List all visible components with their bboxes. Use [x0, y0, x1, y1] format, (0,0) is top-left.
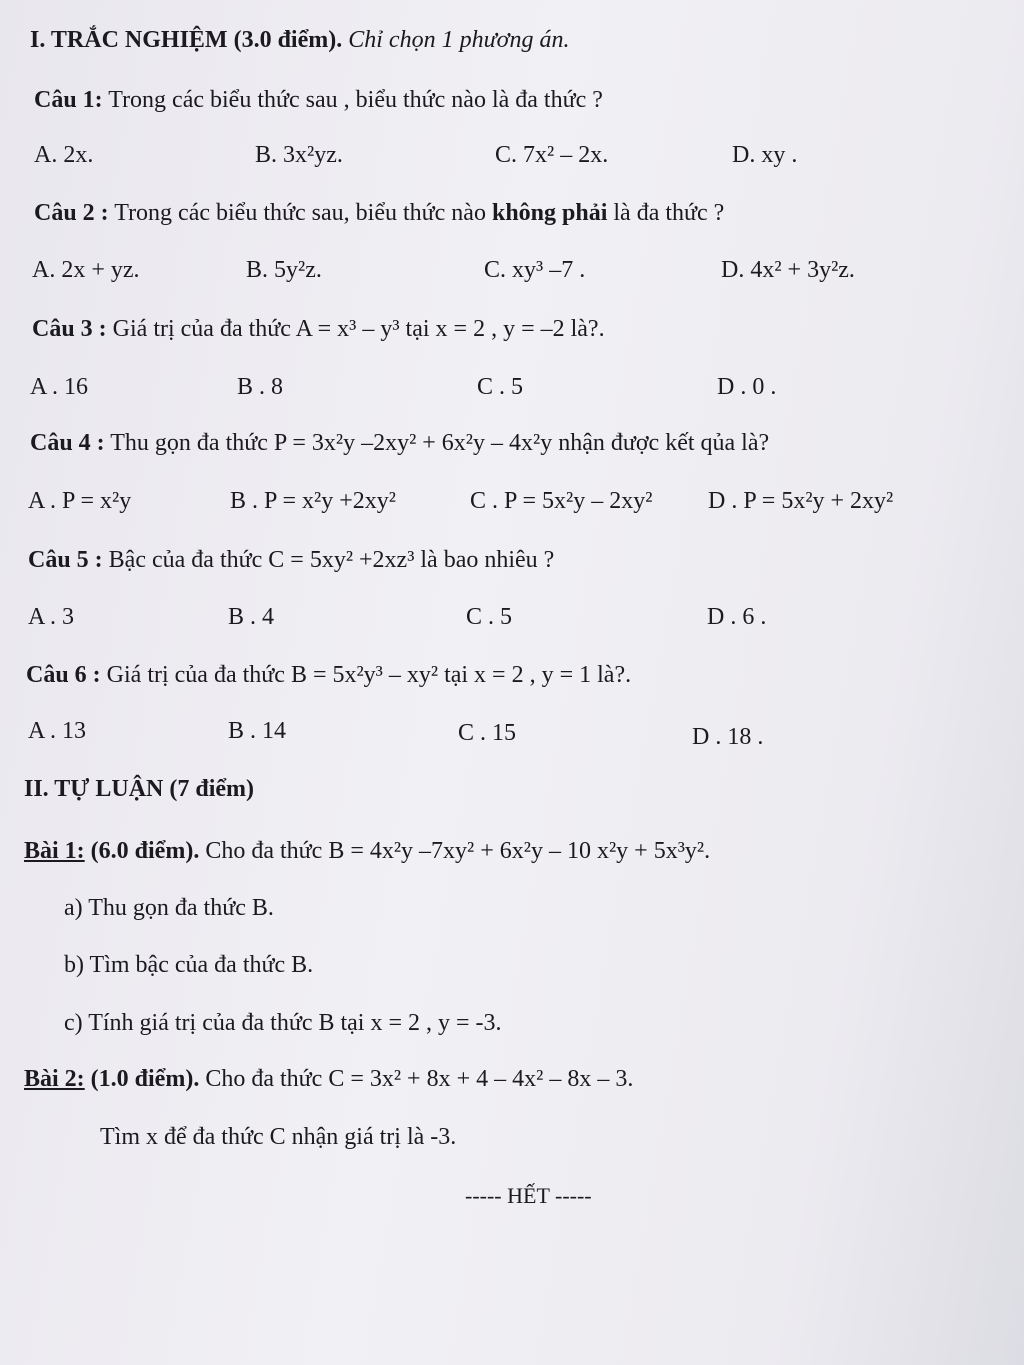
q4-option-a: A . P = x²y	[28, 488, 132, 514]
q6-option-d: D . 18 .	[692, 724, 764, 750]
question-text: Trong các biểu thức sau , biểu thức nào là đa thức ?	[108, 87, 603, 113]
q2-option-a: A. 2x + yz.	[32, 257, 140, 283]
bai1-text: Cho đa thức B = 4x²y –7xy² + 6x²y – 10 x²y + 5x³y².	[205, 838, 711, 864]
question-text: Trong các biểu thức sau, biểu thức nào	[114, 200, 486, 226]
q6-option-c: C . 15	[458, 720, 517, 746]
section2-title	[24, 774, 254, 804]
q1-option-c: C. 7x² – 2x.	[495, 142, 609, 168]
bai2-label: Bài 2:	[24, 1066, 85, 1092]
bai1-part-a: a) Thu gọn đa thức B.	[64, 895, 274, 921]
q1-option-a: A. 2x.	[34, 142, 94, 168]
q1-option-b: B. 3x²yz.	[255, 142, 343, 168]
question-text: Bậc của đa thức C = 5xy² +2xz³ là bao nhiêu ?	[108, 547, 555, 573]
bai2-task: Tìm x để đa thức C nhận giá trị là -3.	[100, 1124, 457, 1150]
question-label: Câu 4 :	[30, 430, 105, 456]
question-label: Câu 2 :	[34, 200, 109, 226]
question-1	[34, 85, 603, 115]
question-label: Câu 6 :	[26, 662, 101, 688]
bai1-part-c: c) Tính giá trị của đa thức B tại x = 2 , y = -3.	[64, 1010, 502, 1036]
q1-option-d: D. xy .	[732, 142, 798, 168]
question-label: Câu 1:	[34, 87, 103, 113]
q6-option-b: B . 14	[228, 718, 287, 744]
bai1-points: (6.0 điểm).	[90, 838, 200, 864]
q3-option-d: D . 0 .	[717, 374, 777, 400]
question-4	[30, 428, 769, 458]
bai1-heading	[24, 836, 710, 866]
question-text-after: là đa thức ?	[613, 200, 725, 226]
question-emphasis: không phải	[491, 200, 608, 226]
question-text: Giá trị của đa thức A = x³ – y³ tại x = 2 , y = –2 là?.	[112, 316, 605, 342]
q3-option-a: A . 16	[30, 374, 89, 400]
q2-option-c: C. xy³ –7 .	[484, 257, 586, 283]
bai2-heading	[24, 1064, 633, 1094]
bai2-points: (1.0 điểm).	[90, 1066, 200, 1092]
end-marker: ----- HẾT -----	[465, 1183, 592, 1208]
q4-option-d: D . P = 5x²y + 2xy²	[708, 488, 894, 514]
section1-instruction: Chỉ chọn 1 phương án.	[348, 27, 570, 53]
section1-heading	[30, 25, 569, 55]
bai1-label: Bài 1:	[24, 838, 85, 864]
q5-option-a: A . 3	[28, 604, 75, 630]
q3-option-c: C . 5	[477, 374, 524, 400]
section1-title: I. TRẮC NGHIỆM (3.0 điểm).	[30, 27, 343, 53]
bai1-part-b: b) Tìm bậc của đa thức B.	[64, 952, 314, 978]
q5-option-d: D . 6 .	[707, 604, 767, 630]
q3-option-b: B . 8	[237, 374, 284, 400]
q2-option-b: B. 5y²z.	[246, 257, 322, 283]
question-text: Giá trị của đa thức B = 5x²y³ – xy² tại x = 2 , y = 1 là?.	[106, 662, 632, 688]
q5-option-b: B . 4	[228, 604, 275, 630]
q5-option-c: C . 5	[466, 604, 513, 630]
question-label: Câu 3 :	[32, 316, 107, 342]
q2-option-d: D. 4x² + 3y²z.	[721, 257, 855, 283]
question-3	[32, 314, 605, 344]
q4-option-c: C . P = 5x²y – 2xy²	[470, 488, 653, 514]
bai2-text: Cho đa thức C = 3x² + 8x + 4 – 4x² – 8x – 3.	[205, 1066, 634, 1092]
question-text: Thu gọn đa thức P = 3x²y –2xy² + 6x²y – 4x²y nhận được kết qủa là?	[110, 430, 770, 456]
q4-option-b: B . P = x²y +2xy²	[230, 488, 396, 514]
question-6	[26, 660, 631, 690]
question-label: Câu 5 :	[28, 547, 103, 573]
question-2	[34, 198, 724, 228]
q6-option-a: A . 13	[28, 718, 87, 744]
question-5	[28, 545, 554, 575]
section2-title-text: II. TỰ LUẬN (7 điểm)	[24, 776, 255, 802]
